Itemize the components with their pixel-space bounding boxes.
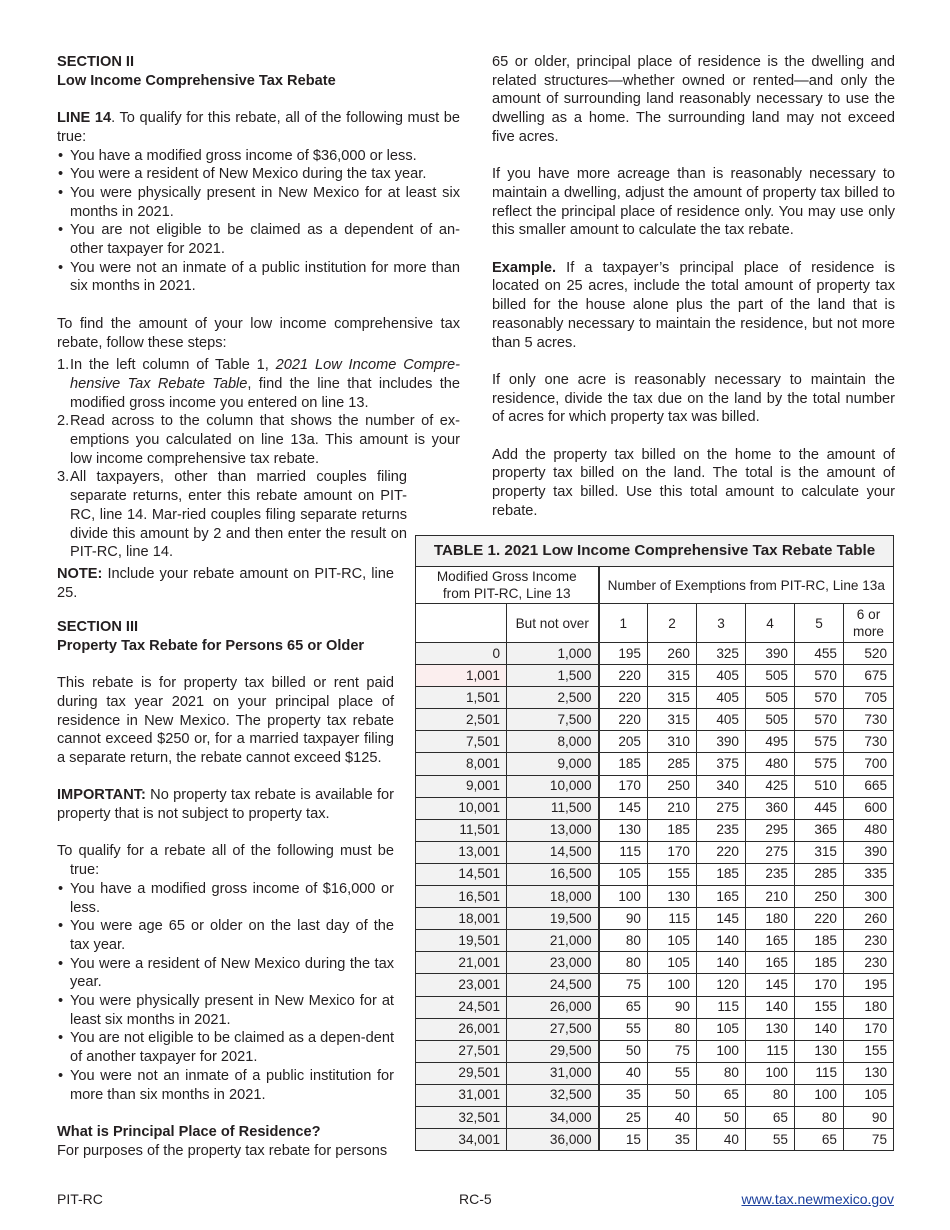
rebate-value-cell: 115 — [648, 908, 697, 930]
table-row — [416, 863, 894, 885]
rebate-value-cell: 315 — [795, 841, 844, 863]
rebate-value-cell: 115 — [697, 996, 746, 1018]
rebate-value-cell: 65 — [599, 996, 648, 1018]
rebate-value-cell: 50 — [599, 1040, 648, 1062]
rebate-value-cell: 570 — [795, 687, 844, 709]
table-row — [416, 996, 894, 1018]
income-to-cell: 32,500 — [507, 1084, 599, 1106]
rebate-value-cell: 80 — [697, 1062, 746, 1084]
income-from-cell: 8,001 — [416, 753, 507, 775]
rebate-value-cell: 220 — [599, 709, 648, 731]
rebate-value-cell: 195 — [844, 974, 894, 996]
ppr-text-cont: 65 or older, principal place of residence is the dwelling and related structures—whether owned or rented—and only the amount of surrounding land reasonably necessary to use the dwelling as a home. The surrounding land may not exceed five acres. — [492, 54, 895, 145]
table-row — [416, 974, 894, 996]
income-to-cell: 27,500 — [507, 1018, 599, 1040]
rebate-table — [415, 535, 894, 1151]
rebate-value-cell: 275 — [697, 797, 746, 819]
step-item: 1. In the left column of Table 1, 2021 Low Income Compre-hensive Tax Rebate Table, find the line that includes the modified gross income you entered on line 13. — [57, 357, 460, 411]
rebate-value-cell: 260 — [648, 643, 697, 665]
income-from-cell: 31,001 — [416, 1084, 507, 1106]
income-from-cell: 32,501 — [416, 1106, 507, 1128]
rebate-value-cell: 105 — [648, 952, 697, 974]
rebate-value-cell: 505 — [746, 687, 795, 709]
rebate-value-cell: 205 — [599, 731, 648, 753]
table-row — [416, 908, 894, 930]
rebate-value-cell: 315 — [648, 687, 697, 709]
rebate-value-cell: 275 — [746, 841, 795, 863]
footer-form-id: PIT-RC — [57, 1191, 103, 1207]
rebate-value-cell: 300 — [844, 886, 894, 908]
table-row — [416, 952, 894, 974]
income-from-cell: 24,501 — [416, 996, 507, 1018]
rebate-value-cell: 130 — [599, 819, 648, 841]
rebate-value-cell: 65 — [697, 1084, 746, 1106]
rebate-value-cell: 80 — [746, 1084, 795, 1106]
rebate-value-cell: 230 — [844, 952, 894, 974]
col-header-but-not-over: But not over — [507, 604, 599, 643]
rebate-value-cell: 75 — [648, 1040, 697, 1062]
income-from-cell: 7,501 — [416, 731, 507, 753]
rebate-value-cell: 50 — [648, 1084, 697, 1106]
rebate-value-cell: 375 — [697, 753, 746, 775]
rebate-value-cell: 90 — [599, 908, 648, 930]
rebate-value-cell: 105 — [648, 930, 697, 952]
rebate-value-cell: 170 — [648, 841, 697, 863]
rebate-value-cell: 100 — [746, 1062, 795, 1084]
steps-intro: To find the amount of your low income comprehensive tax rebate, follow these steps: — [57, 315, 460, 351]
income-from-cell: 19,501 — [416, 930, 507, 952]
rebate-value-cell: 140 — [697, 952, 746, 974]
rebate-value-cell: 170 — [844, 1018, 894, 1040]
rebate-value-cell: 55 — [599, 1018, 648, 1040]
rebate-value-cell: 165 — [697, 886, 746, 908]
section-ii — [57, 53, 460, 562]
income-from-cell: 0 — [416, 643, 507, 665]
table-reference: 2021 Low Income Compre-hensive Tax Rebate Table — [70, 357, 460, 392]
rebate-value-cell: 100 — [697, 1040, 746, 1062]
income-to-cell: 24,500 — [507, 974, 599, 996]
rebate-value-cell: 80 — [599, 930, 648, 952]
table-row — [416, 1106, 894, 1128]
rebate-value-cell: 155 — [795, 996, 844, 1018]
table-row — [416, 709, 894, 731]
table-row — [416, 731, 894, 753]
income-from-cell: 18,001 — [416, 908, 507, 930]
rebate-value-cell: 250 — [795, 886, 844, 908]
rebate-value-cell: 115 — [795, 1062, 844, 1084]
rebate-value-cell: 120 — [697, 974, 746, 996]
rebate-value-cell: 75 — [599, 974, 648, 996]
rebate-value-cell: 25 — [599, 1106, 648, 1128]
income-from-cell: 34,001 — [416, 1129, 507, 1151]
rebate-value-cell: 260 — [844, 908, 894, 930]
income-from-cell: 29,501 — [416, 1062, 507, 1084]
income-to-cell: 9,000 — [507, 753, 599, 775]
rebate-value-cell: 55 — [746, 1129, 795, 1151]
note: NOTE: Include your rebate amount on PIT-RC, line 25. — [57, 566, 394, 601]
rebate-value-cell: 250 — [648, 775, 697, 797]
income-from-cell: 10,001 — [416, 797, 507, 819]
rebate-value-cell: 80 — [648, 1018, 697, 1040]
rebate-value-cell: 170 — [599, 775, 648, 797]
rebate-value-cell: 75 — [844, 1129, 894, 1151]
rebate-value-cell: 185 — [697, 863, 746, 885]
qualify-intro: To qualify for a rebate all of the following must be true: — [57, 843, 394, 879]
income-to-cell: 11,500 — [507, 797, 599, 819]
income-to-cell: 18,000 — [507, 886, 599, 908]
rebate-value-cell: 130 — [795, 1040, 844, 1062]
one-acre-paragraph: If only one acre is reasonably necessary to maintain the residence, divide the tax due on the land by the total number of acres for which property tax was billed. — [492, 371, 895, 426]
rebate-value-cell: 155 — [648, 863, 697, 885]
rebate-value-cell: 210 — [746, 886, 795, 908]
rebate-value-cell: 90 — [844, 1106, 894, 1128]
rebate-value-cell: 705 — [844, 687, 894, 709]
rebate-value-cell: 35 — [648, 1129, 697, 1151]
income-to-cell: 31,000 — [507, 1062, 599, 1084]
rebate-value-cell: 600 — [844, 797, 894, 819]
rebate-value-cell: 180 — [844, 996, 894, 1018]
rebate-value-cell: 230 — [844, 930, 894, 952]
income-to-cell: 2,500 — [507, 687, 599, 709]
rebate-value-cell: 520 — [844, 643, 894, 665]
col-header-exemptions-6-or-more: 6 or more — [844, 604, 894, 643]
rebate-value-cell: 105 — [844, 1084, 894, 1106]
rebate-value-cell: 55 — [648, 1062, 697, 1084]
table-row — [416, 643, 894, 665]
list-item: • You were a resident of New Mexico during the tax year. — [57, 165, 460, 184]
rebate-value-cell: 365 — [795, 819, 844, 841]
rebate-value-cell: 145 — [746, 974, 795, 996]
rebate-value-cell: 40 — [599, 1062, 648, 1084]
rebate-value-cell: 65 — [746, 1106, 795, 1128]
rebate-value-cell: 185 — [795, 952, 844, 974]
income-to-cell: 1,500 — [507, 665, 599, 687]
rebate-value-cell: 210 — [648, 797, 697, 819]
income-from-cell: 16,501 — [416, 886, 507, 908]
section-iii-intro: This rebate is for property tax billed or rent paid during tax year 2021 on your principal place of residence in New Mexico. The property tax rebate cannot exceed $250 or, for a married taxpayer filing a separate return, the rebate cannot exceed $125. — [57, 675, 394, 766]
rebate-value-cell: 295 — [746, 819, 795, 841]
income-to-cell: 29,500 — [507, 1040, 599, 1062]
rebate-value-cell: 480 — [844, 819, 894, 841]
rebate-value-cell: 155 — [844, 1040, 894, 1062]
footer-website-link[interactable]: www.tax.newmexico.gov — [741, 1191, 894, 1207]
col-header-exemptions-3: 3 — [697, 604, 746, 643]
list-item: • You have a modified gross income of $36,000 or less. — [57, 147, 460, 166]
list-item: • You are not eligible to be claimed as a dependent of an-other taxpayer for 2021. — [57, 221, 460, 258]
income-to-cell: 8,000 — [507, 731, 599, 753]
important-note: IMPORTANT: No property tax rebate is available for property that is not subject to property tax. — [57, 787, 394, 822]
rebate-value-cell: 285 — [795, 863, 844, 885]
list-item: • You were physically present in New Mexico for at least six months in 2021. — [57, 184, 460, 221]
rebate-value-cell: 235 — [746, 863, 795, 885]
section-iii-heading: SECTION III — [57, 619, 139, 635]
line14-intro: LINE 14. To qualify for this rebate, all of the following must be true: — [57, 110, 461, 145]
rebate-value-cell: 495 — [746, 731, 795, 753]
step-item: 3. All taxpayers, other than married couples filing separate returns, enter this rebate amount on PIT-RC, line 14. Mar-ried couples filing separate returns divide this amount by 2 and then enter the result on PIT-RC, line 14. — [57, 469, 407, 561]
rebate-value-cell: 105 — [599, 863, 648, 885]
rebate-value-cell: 185 — [795, 930, 844, 952]
rebate-value-cell: 115 — [599, 841, 648, 863]
rebate-value-cell: 425 — [746, 775, 795, 797]
rebate-value-cell: 405 — [697, 709, 746, 731]
rebate-value-cell: 315 — [648, 665, 697, 687]
exemptions-header: Number of Exemptions from PIT-RC, Line 13a — [599, 567, 894, 604]
income-from-cell: 1,001 — [416, 665, 507, 687]
income-to-cell: 23,000 — [507, 952, 599, 974]
rebate-value-cell: 285 — [648, 753, 697, 775]
income-from-cell: 23,001 — [416, 974, 507, 996]
income-to-cell: 16,500 — [507, 863, 599, 885]
rebate-value-cell: 575 — [795, 731, 844, 753]
income-to-cell: 10,000 — [507, 775, 599, 797]
note-block — [57, 565, 394, 602]
income-from-cell: 1,501 — [416, 687, 507, 709]
rebate-value-cell: 140 — [746, 996, 795, 1018]
rebate-value-cell: 130 — [648, 886, 697, 908]
rebate-value-cell: 505 — [746, 665, 795, 687]
rebate-value-cell: 180 — [746, 908, 795, 930]
rebate-value-cell: 105 — [697, 1018, 746, 1040]
col-header-exemptions-5: 5 — [795, 604, 844, 643]
table-body — [416, 643, 894, 1151]
table-row — [416, 753, 894, 775]
table-row — [416, 1129, 894, 1151]
income-to-cell: 19,500 — [507, 908, 599, 930]
rebate-value-cell: 100 — [599, 886, 648, 908]
rebate-value-cell: 730 — [844, 731, 894, 753]
income-from-cell: 11,501 — [416, 819, 507, 841]
income-from-cell: 2,501 — [416, 709, 507, 731]
table-row — [416, 1084, 894, 1106]
table-row — [416, 665, 894, 687]
rebate-value-cell: 575 — [795, 753, 844, 775]
rebate-value-cell: 140 — [795, 1018, 844, 1040]
income-to-cell: 7,500 — [507, 709, 599, 731]
rebate-value-cell: 185 — [648, 819, 697, 841]
income-to-cell: 34,000 — [507, 1106, 599, 1128]
rebate-value-cell: 220 — [795, 908, 844, 930]
income-from-cell: 9,001 — [416, 775, 507, 797]
income-from-cell: 21,001 — [416, 952, 507, 974]
rebate-value-cell: 310 — [648, 731, 697, 753]
income-from-cell: 14,501 — [416, 863, 507, 885]
rebate-value-cell: 40 — [697, 1129, 746, 1151]
rebate-value-cell: 165 — [746, 952, 795, 974]
steps-list — [57, 356, 460, 562]
rebate-value-cell: 15 — [599, 1129, 648, 1151]
table-title: TABLE 1. 2021 Low Income Comprehensive Tax Rebate Table — [416, 536, 894, 567]
table-row — [416, 886, 894, 908]
step-item: 2. Read across to the column that shows the number of ex-emptions you calculated on line 13a. This amount is your low income comprehensive tax rebate. — [57, 413, 460, 467]
rebate-value-cell: 570 — [795, 709, 844, 731]
rebate-value-cell: 115 — [746, 1040, 795, 1062]
rebate-value-cell: 675 — [844, 665, 894, 687]
rebate-value-cell: 40 — [648, 1106, 697, 1128]
rebate-value-cell: 80 — [795, 1106, 844, 1128]
income-from-cell: 13,001 — [416, 841, 507, 863]
example-paragraph: Example. If a taxpayer’s principal place of residence is located on 25 acres, include the total amount of property tax billed for the house alone plus the part of the land that is reasonably necessary to maintain the residence, but not more than 5 acres. — [492, 259, 895, 351]
rebate-value-cell: 445 — [795, 797, 844, 819]
rebate-value-cell: 195 — [599, 643, 648, 665]
rebate-value-cell: 100 — [648, 974, 697, 996]
table-row — [416, 1040, 894, 1062]
rebate-value-cell: 665 — [844, 775, 894, 797]
rebate-value-cell: 505 — [746, 709, 795, 731]
add-paragraph: Add the property tax billed on the home to the amount of property tax billed on the land. The total is the amount of property tax billed. Use this total amount to calculate your rebate. — [492, 446, 895, 519]
table-row — [416, 687, 894, 709]
rebate-value-cell: 220 — [697, 841, 746, 863]
line14-requirements — [57, 147, 460, 297]
list-item: • You were physically present in New Mexico for at least six months in 2021. — [57, 992, 394, 1029]
rebate-value-cell: 340 — [697, 775, 746, 797]
list-item: • You have a modified gross income of $16,000 or less. — [57, 880, 394, 917]
income-to-cell: 13,000 — [507, 819, 599, 841]
right-column — [492, 53, 895, 521]
rebate-value-cell: 145 — [697, 908, 746, 930]
income-to-cell: 21,000 — [507, 930, 599, 952]
income-from-cell: 26,001 — [416, 1018, 507, 1040]
rebate-value-cell: 100 — [795, 1084, 844, 1106]
section-ii-title: Low Income Comprehensive Tax Rebate — [57, 72, 336, 89]
ppr-heading: What is Principal Place of Residence? — [57, 1123, 321, 1140]
section-ii-heading: SECTION II — [57, 54, 135, 70]
rebate-value-cell: 130 — [844, 1062, 894, 1084]
income-header: Modified Gross Income from PIT-RC, Line 13 — [416, 567, 599, 604]
section-iii-requirements — [57, 880, 394, 1104]
rebate-value-cell: 510 — [795, 775, 844, 797]
table-row — [416, 775, 894, 797]
footer-page-number: RC-5 — [459, 1191, 492, 1207]
table-row — [416, 819, 894, 841]
col-header-exemptions-1: 1 — [599, 604, 648, 643]
rebate-value-cell: 65 — [795, 1129, 844, 1151]
col-header-exemptions-4: 4 — [746, 604, 795, 643]
rebate-value-cell: 360 — [746, 797, 795, 819]
income-to-cell: 1,000 — [507, 643, 599, 665]
rebate-value-cell: 140 — [697, 930, 746, 952]
rebate-value-cell: 170 — [795, 974, 844, 996]
col-header-exemptions-2: 2 — [648, 604, 697, 643]
rebate-value-cell: 405 — [697, 665, 746, 687]
income-to-cell: 26,000 — [507, 996, 599, 1018]
acreage-paragraph: If you have more acreage than is reasonably necessary to maintain a dwelling, adjust the amount of property tax billed to reflect the principal place of residence only. You may use only this smaller amount to calculate the tax rebate. — [492, 166, 895, 239]
rebate-value-cell: 185 — [599, 753, 648, 775]
rebate-value-cell: 220 — [599, 665, 648, 687]
rebate-value-cell: 325 — [697, 643, 746, 665]
rebate-value-cell: 90 — [648, 996, 697, 1018]
table-row — [416, 1018, 894, 1040]
rebate-value-cell: 455 — [795, 643, 844, 665]
table-row — [416, 797, 894, 819]
rebate-value-cell: 335 — [844, 863, 894, 885]
rebate-value-cell: 480 — [746, 753, 795, 775]
rebate-value-cell: 235 — [697, 819, 746, 841]
col-header-from — [416, 604, 507, 643]
rebate-value-cell: 35 — [599, 1084, 648, 1106]
section-iii-title: Property Tax Rebate for Persons 65 or Older — [57, 637, 365, 654]
rebate-value-cell: 50 — [697, 1106, 746, 1128]
list-item: • You were not an inmate of a public institution for more than six months in 2021. — [57, 259, 460, 296]
income-to-cell: 36,000 — [507, 1129, 599, 1151]
list-item: • You were a resident of New Mexico during the tax year. — [57, 955, 394, 992]
rebate-value-cell: 130 — [746, 1018, 795, 1040]
income-to-cell: 14,500 — [507, 841, 599, 863]
rebate-value-cell: 700 — [844, 753, 894, 775]
rebate-value-cell: 220 — [599, 687, 648, 709]
rebate-value-cell: 145 — [599, 797, 648, 819]
ppr-text-start: For purposes of the property tax rebate for persons — [57, 1142, 388, 1159]
table-row — [416, 841, 894, 863]
list-item: • You were not an inmate of a public institution for more than six months in 2021. — [57, 1067, 394, 1104]
rebate-value-cell: 80 — [599, 952, 648, 974]
income-from-cell: 27,501 — [416, 1040, 507, 1062]
rebate-value-cell: 315 — [648, 709, 697, 731]
list-item: • You were age 65 or older on the last day of the tax year. — [57, 917, 394, 954]
rebate-value-cell: 570 — [795, 665, 844, 687]
rebate-value-cell: 390 — [697, 731, 746, 753]
rebate-value-cell: 405 — [697, 687, 746, 709]
table-row — [416, 930, 894, 952]
table-row — [416, 1062, 894, 1084]
rebate-value-cell: 730 — [844, 709, 894, 731]
section-iii — [57, 618, 394, 1160]
rebate-value-cell: 165 — [746, 930, 795, 952]
rebate-value-cell: 390 — [746, 643, 795, 665]
list-item: • You are not eligible to be claimed as a depen-dent of another taxpayer for 2021. — [57, 1029, 394, 1066]
rebate-value-cell: 390 — [844, 841, 894, 863]
